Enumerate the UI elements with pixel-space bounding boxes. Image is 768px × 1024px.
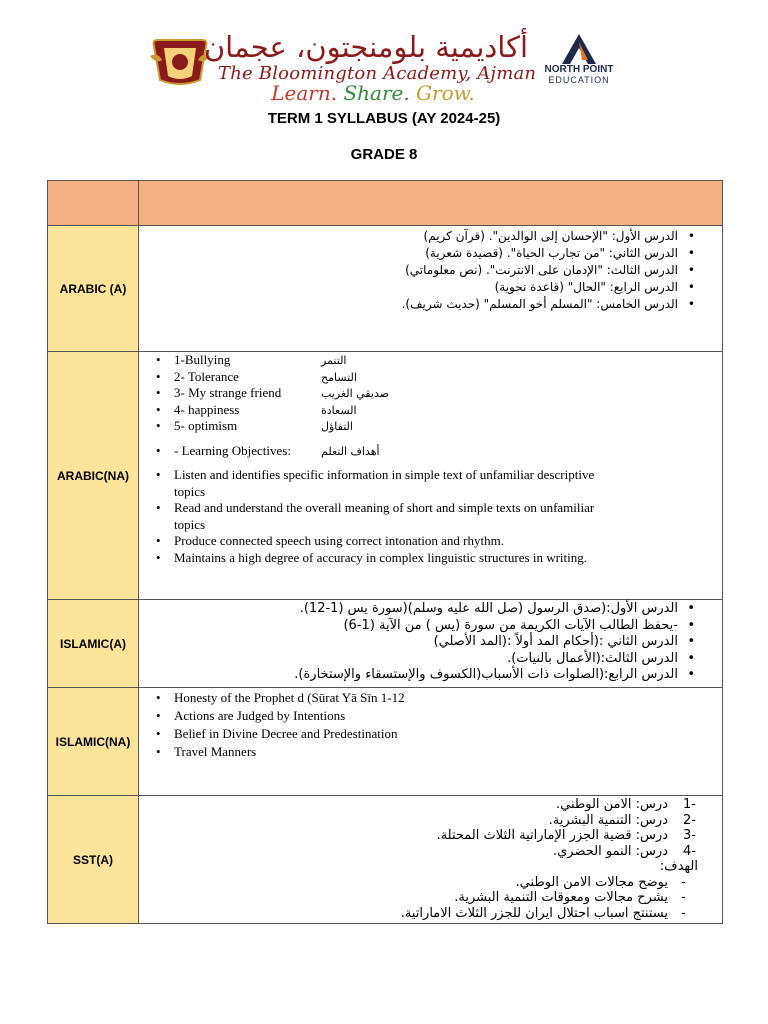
content-cell: [139, 600, 723, 688]
lesson-text: درس: التنمية البشرية.: [548, 812, 668, 828]
page-header: [0, 0, 768, 110]
list-item: • الدرس الثالث: "الإدمان على الانترنت". (نص معلوماتي): [149, 262, 700, 279]
list-item: • Travel Manners: [151, 743, 712, 761]
list-item: [151, 385, 712, 402]
academy-crest-icon: [150, 36, 210, 88]
list-item: • Honesty of the Prophet d (Sūrat Yā Sīn 1-12: [151, 689, 712, 707]
list-item: • الدرس الثالث:(الأعمال بالنيات).: [149, 651, 700, 668]
lesson-number: 3-: [683, 828, 696, 843]
lesson-text: درس: النمو الحضري.: [552, 843, 668, 859]
topic-ar: التفاؤل: [321, 420, 353, 433]
learning-objectives: [151, 467, 712, 566]
sst-goals: [149, 875, 698, 922]
objectives-label-list: [151, 443, 712, 460]
tagline-learn: Learn.: [271, 81, 338, 105]
list-item: [149, 828, 698, 844]
objectives-label: [151, 443, 712, 460]
list-item: • Maintains a high degree of accuracy in complex linguistic structures in writing.: [151, 550, 612, 567]
islamic-a-lessons: [149, 601, 700, 684]
table-row: [48, 226, 723, 352]
syllabus-title: TERM 1 SYLLABUS (AY 2024-25): [267, 110, 501, 127]
objectives-label-en: - Learning Objectives:: [174, 442, 291, 458]
list-item: [149, 813, 698, 829]
list-item: - يوضح مجالات الامن الوطني.: [149, 875, 698, 891]
lesson-text: درس: الامن الوطني.: [556, 797, 668, 812]
list-item: • الدرس الرابع: "الحال" (قاعدة نحوية): [149, 279, 700, 296]
subject-cell: SST(A): [48, 796, 139, 924]
list-item: • Read and understand the overall meaning of short and simple texts on unfamiliar topics: [151, 500, 612, 533]
content-cell: [139, 688, 723, 796]
north-point-triangle-icon: [562, 34, 596, 64]
lesson-number: 4-: [683, 843, 696, 859]
list-item: [149, 844, 698, 860]
list-item: • الدرس الثاني: "من تجارب الحياة". (قصيدة شعرية): [149, 245, 700, 262]
sst-lessons: [149, 797, 698, 859]
north-point-logo: [537, 34, 621, 94]
subject-cell: ISLAMIC(A): [48, 600, 139, 688]
content-cell: [139, 796, 723, 924]
header-cell-content: [139, 181, 723, 226]
topic-en: 5- optimism: [174, 418, 238, 433]
subject-cell: ARABIC (A): [48, 226, 139, 352]
list-item: • الدرس الثاني :(أحكام المد أولاً :(المد الأصلي): [149, 634, 700, 651]
topic-ar: السعادة: [321, 403, 357, 417]
topic-ar: التنمر: [321, 354, 347, 367]
list-item: • Actions are Judged by Intentions: [151, 707, 712, 725]
academy-tagline: [218, 81, 528, 105]
list-item: [151, 369, 712, 386]
table-row: [48, 796, 723, 924]
content-cell: [139, 226, 723, 352]
table-row: [48, 688, 723, 796]
topic-en: 4- happiness: [174, 401, 240, 417]
topic-en: 3- My strange friend: [174, 385, 282, 400]
table-header-row: [48, 181, 723, 226]
topic-en: 2- Tolerance: [174, 368, 239, 384]
list-item: [151, 352, 712, 369]
list-item: [151, 402, 712, 419]
list-item: • -يحفظ الطالب الآيات الكريمة من سورة (يس ) من الآية (1-6): [149, 618, 700, 635]
north-point-sub: EDUCATION: [548, 75, 610, 85]
header-cell-subject: [48, 181, 139, 226]
list-item: • Listen and identifies specific information in simple text of unfamiliar descriptive topics: [151, 467, 612, 500]
arabic-na-topics: [151, 352, 712, 435]
list-item: • الدرس الرابع:(الصلوات ذات الأسباب(الكسوف والإستسقاء والإستخارة).: [149, 667, 700, 684]
academy-arabic-name: أكاديمية بلومنجتون، عجمان: [203, 30, 528, 64]
lesson-number: 2-: [683, 812, 696, 828]
topic-en: 1-Bullying: [174, 352, 231, 367]
lesson-text: درس: قضية الجزر الإماراتية الثلاث المحتلة.: [436, 828, 668, 843]
table-row: [48, 352, 723, 600]
list-item: - يستنتج اسباب احتلال ايران للجزر الثلاث الاماراتية.: [149, 906, 698, 922]
academy-english-name: The Bloomington Academy, Ajman: [218, 63, 537, 84]
list-item: • Belief in Divine Decree and Predestination: [151, 725, 712, 743]
syllabus-table: [47, 180, 723, 924]
list-item: • الدرس الأول:(صدق الرسول (صل الله عليه وسلم)(سورة يس (1-12).: [149, 601, 700, 618]
list-item: • Produce connected speech using correct intonation and rhythm.: [151, 533, 612, 550]
arabic-a-lessons: [149, 228, 700, 313]
subject-cell: ISLAMIC(NA): [48, 688, 139, 796]
topic-ar: التسامح: [321, 370, 357, 384]
list-item: [149, 797, 698, 813]
list-item: [151, 418, 712, 435]
content-cell: [139, 352, 723, 600]
table-row: [48, 600, 723, 688]
north-point-name: NORTH POINT: [544, 64, 614, 75]
tagline-grow: Grow.: [416, 81, 475, 105]
goal-label: الهدف:: [659, 859, 698, 874]
topic-ar: صديقي الغريب: [321, 387, 390, 400]
objectives-label-ar: أهداف التعلم: [321, 444, 380, 458]
lesson-number: 1-: [683, 797, 696, 812]
list-item: - يشرح مجالات ومعوقات التنمية البشرية.: [149, 890, 698, 906]
islamic-na-lessons: [151, 689, 712, 761]
list-item: • الدرس الأول: "الإحسان إلى الوالدين". (قرآن كريم): [149, 228, 700, 245]
grade-title: GRADE 8: [350, 146, 418, 163]
list-item: • الدرس الخامس: "المسلم أخو المسلم" (حديث شريف).: [149, 296, 700, 313]
subject-cell: ARABIC(NA): [48, 352, 139, 600]
tagline-share: Share.: [343, 81, 410, 105]
